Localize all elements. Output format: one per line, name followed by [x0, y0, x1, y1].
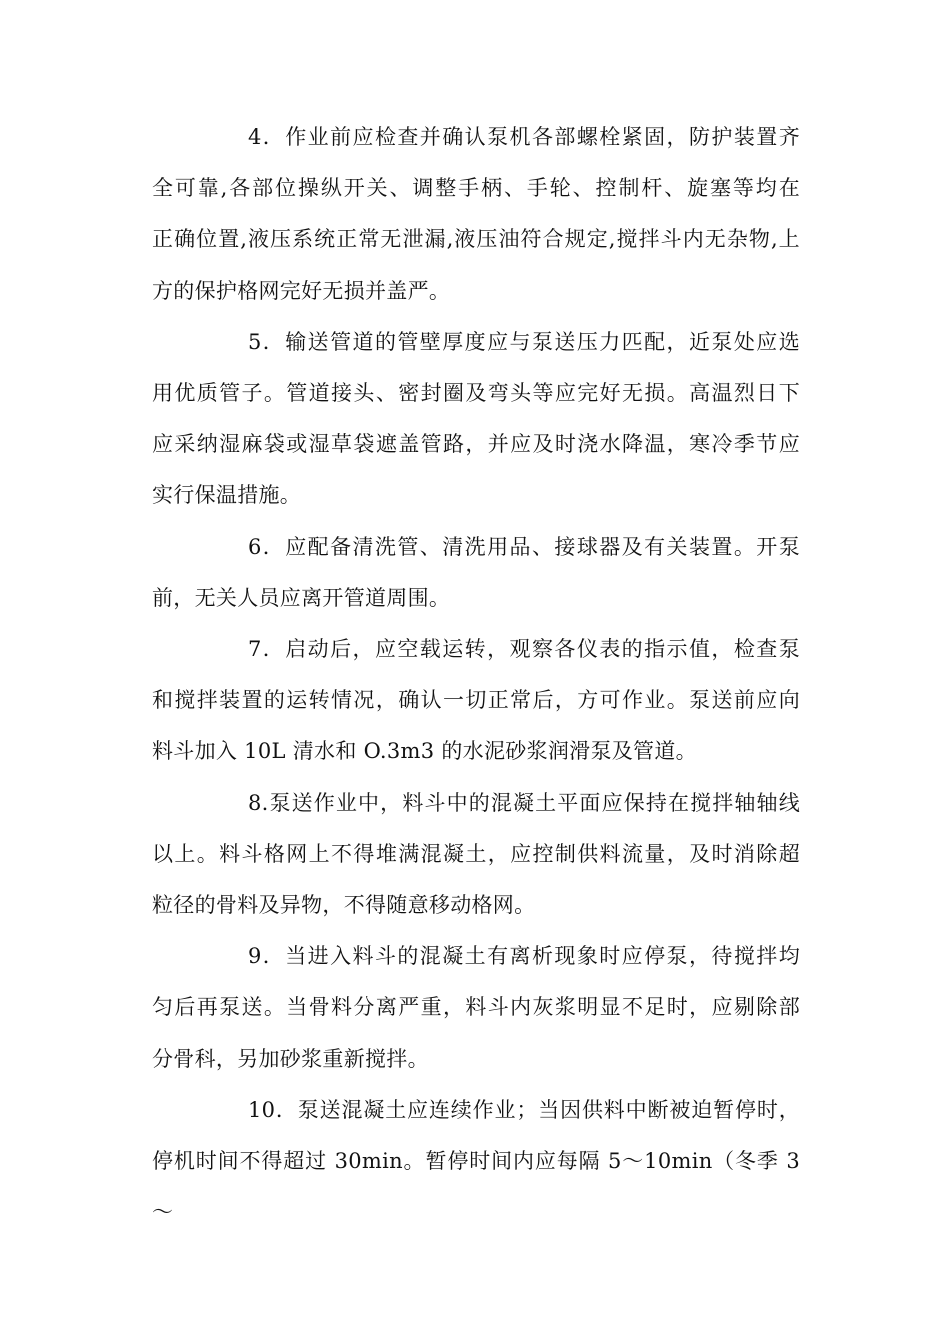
paragraph-6 — [152, 522, 800, 624]
paragraph-10 — [152, 1085, 800, 1239]
paragraph-line: 实行保温措施。 — [152, 483, 302, 508]
paragraph-line: 粒径的骨料及异物，不得随意移动格网。 — [152, 893, 536, 918]
paragraph-line: 10．泵送混凝土应连续作业；当因供料中断被迫暂停时， — [248, 1097, 800, 1122]
paragraph-line: 4．作业前应检查并确认泵机各部螺栓紧固，防护装置齐 — [248, 125, 800, 149]
paragraph-line: 前，无关人员应离开管道周围。 — [152, 585, 451, 610]
paragraph-8 — [152, 778, 800, 932]
paragraph-line: 6．应配备清洗管、清洗用品、接球器及有关装置。开泵 — [248, 534, 800, 559]
paragraph-line: 7．启动后，应空载运转，观察各仪表的指示值，检查泵 — [248, 637, 800, 662]
paragraph-7 — [152, 624, 800, 778]
paragraph-line: 正确位置,液压系统正常无泄漏,液压油符合规定,搅拌斗内无杂物,上 — [152, 227, 800, 252]
paragraph-line: 5．输送管道的管壁厚度应与泵送压力匹配，近泵处应选 — [248, 329, 800, 354]
paragraph-line: 应采纳湿麻袋或湿草袋遮盖管路，并应及时浇水降温，寒冷季节应 — [152, 432, 800, 457]
paragraph-line: 以上。料斗格网上不得堆满混凝土，应控制供料流量，及时消除超 — [152, 841, 800, 866]
paragraph-line: 和搅拌装置的运转情况，确认一切正常后，方可作业。泵送前应向 — [152, 688, 800, 713]
paragraph-line: 全可靠,各部位操纵开关、调整手柄、手轮、控制杆、旋塞等均在 — [152, 176, 800, 201]
paragraph-5 — [152, 317, 800, 522]
paragraph-9 — [152, 931, 800, 1085]
paragraph-line: 匀后再泵送。当骨料分离严重，料斗内灰浆明显不足时，应剔除部 — [152, 995, 800, 1020]
paragraph-line: 停机时间不得超过 30min。暂停时间内应每隔 5～10min（冬季 3～ — [152, 1149, 800, 1225]
paragraph-line: 9．当进入料斗的混凝土有离析现象时应停泵，待搅拌均 — [248, 944, 800, 969]
paragraph-line: 料斗加入 10L 清水和 O.3m3 的水泥砂浆润滑泵及管道。 — [152, 739, 697, 764]
paragraph-line: 方的保护格网完好无损并盖严。 — [152, 278, 451, 303]
paragraph-line: 分骨科，另加砂浆重新搅拌。 — [152, 1046, 429, 1071]
document-body — [152, 112, 800, 1238]
paragraph-line: 8.泵送作业中，料斗中的混凝土平面应保持在搅拌轴轴线 — [248, 790, 800, 815]
paragraph-4 — [152, 112, 800, 317]
paragraph-line: 用优质管子。管道接头、密封圈及弯头等应完好无损。高温烈日下 — [152, 381, 800, 406]
